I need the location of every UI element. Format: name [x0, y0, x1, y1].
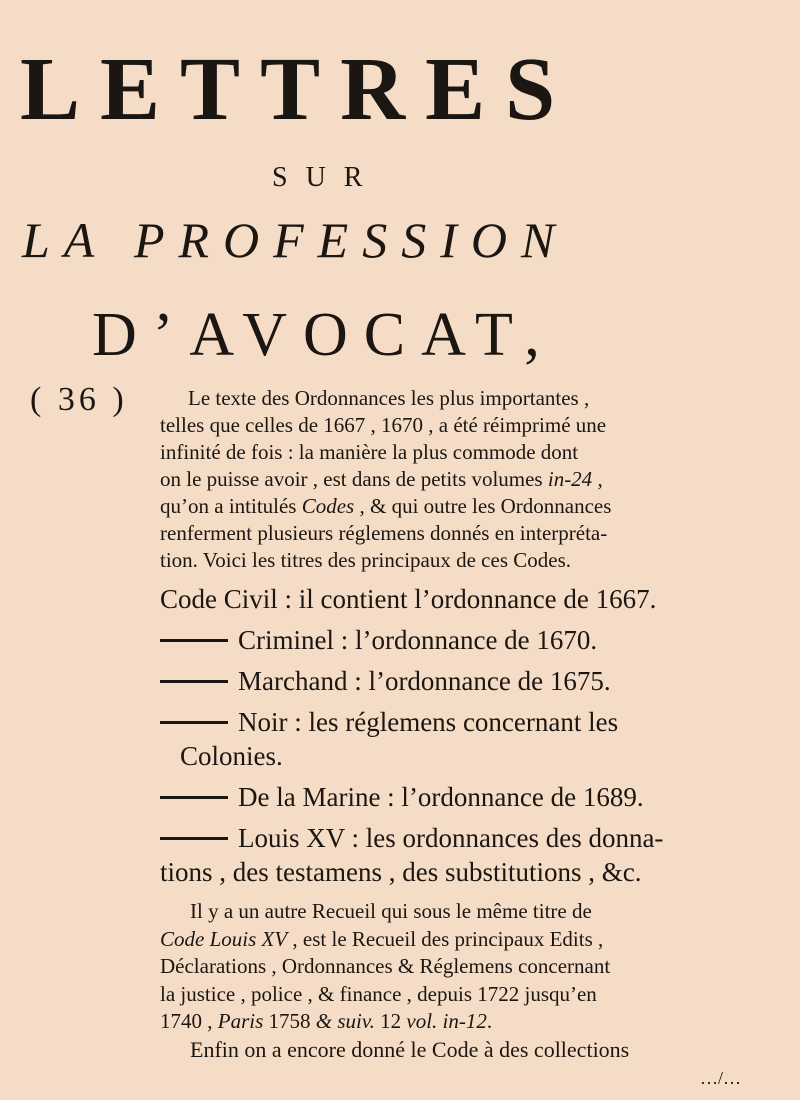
note-line-5-text: qu’on a intitulés [160, 494, 302, 518]
title-la-profession: LA PROFESSION [22, 212, 569, 268]
code-louis-xv-text: Louis XV : les ordonnances des donna- [238, 823, 664, 853]
closing-line-2-italic: Code Louis XV [160, 926, 288, 951]
note-paragraph [160, 385, 780, 574]
note-line-4 [160, 466, 780, 493]
dash-rule [160, 639, 228, 642]
code-criminel-text: Criminel : l’ordonnance de 1670. [238, 625, 598, 655]
closing-line-5d: . [486, 1009, 493, 1033]
code-civil: Code Civil : il contient l’ordonnance de 1667. [160, 584, 657, 614]
closing-line-5 [160, 1008, 780, 1036]
note-line-5-italic: Codes [301, 494, 355, 518]
closing-line-2 [160, 926, 780, 954]
closing-line-5-paris: Paris [217, 1009, 264, 1033]
closing-line-4: la justice , police , & finance , depuis 1722 jusqu’en [160, 981, 597, 1006]
note-line-1: Le texte des Ordonnances les plus importantes , [188, 386, 590, 410]
closing-line-3: Déclarations , Ordonnances & Réglemens concernant [160, 954, 611, 978]
note-line-5-end: , & qui outre les Ordonnances [354, 494, 612, 518]
note-line-3: infinité de fois : la manière la plus commode dont [160, 440, 579, 464]
note-line-4-italic: in-24 [547, 467, 593, 491]
code-criminel [160, 623, 780, 657]
note-line-6: renferment plusieurs réglemens donnés en interpréta- [160, 521, 608, 545]
dash-rule [160, 837, 228, 840]
code-marine-text: De la Marine : l’ordonnance de 1689. [238, 782, 644, 812]
note-number: ( 36 ) [30, 381, 128, 418]
code-marchand [160, 664, 780, 698]
title-davocat: D’AVOCAT, [92, 301, 556, 369]
closing-line-5b: 1758 [263, 1009, 316, 1033]
note-line-4-text: on le puisse avoir , est dans de petits volumes [160, 467, 548, 491]
note-line-2: telles que celles de 1667 , 1670 , a été réimprimé une [160, 413, 607, 437]
dash-rule [160, 796, 228, 799]
code-louis-xv-cont: tions , des testamens , des substitutions , &c. [160, 857, 642, 887]
code-marchand-text: Marchand : l’ordonnance de 1675. [238, 666, 611, 696]
code-noir-cont: Colonies. [180, 741, 283, 771]
code-louis-xv [160, 821, 780, 889]
dash-rule [160, 721, 228, 724]
code-marine [160, 780, 780, 814]
closing-line-6: Enfin on a encore donné le Code à des collections [190, 1036, 630, 1062]
closing-line-1: Il y a un autre Recueil qui sous le même titre de [190, 899, 592, 923]
dash-rule [160, 680, 228, 683]
closing-line-5-suiv: & suiv. [315, 1009, 375, 1033]
note-line-7: tion. Voici les titres des principaux de ces Codes. [160, 548, 571, 572]
title-lettres: LETTRES [20, 40, 576, 139]
code-noir-text: Noir : les réglemens concernant les [238, 707, 619, 737]
note-line-5 [160, 493, 780, 520]
closing-paragraph [160, 898, 780, 1063]
closing-line-5-vol: vol. in-12 [406, 1009, 487, 1033]
catchword: …/… [700, 1068, 742, 1088]
title-sur: SUR [272, 162, 381, 193]
closing-line-5c: 12 [374, 1009, 407, 1033]
codes-list [160, 582, 780, 896]
closing-line-2-text: , est le Recueil des principaux Edits , [287, 926, 604, 951]
note-line-4-end: , [592, 467, 603, 491]
closing-line-5a: 1740 , [160, 1009, 218, 1033]
code-noir [160, 705, 780, 773]
